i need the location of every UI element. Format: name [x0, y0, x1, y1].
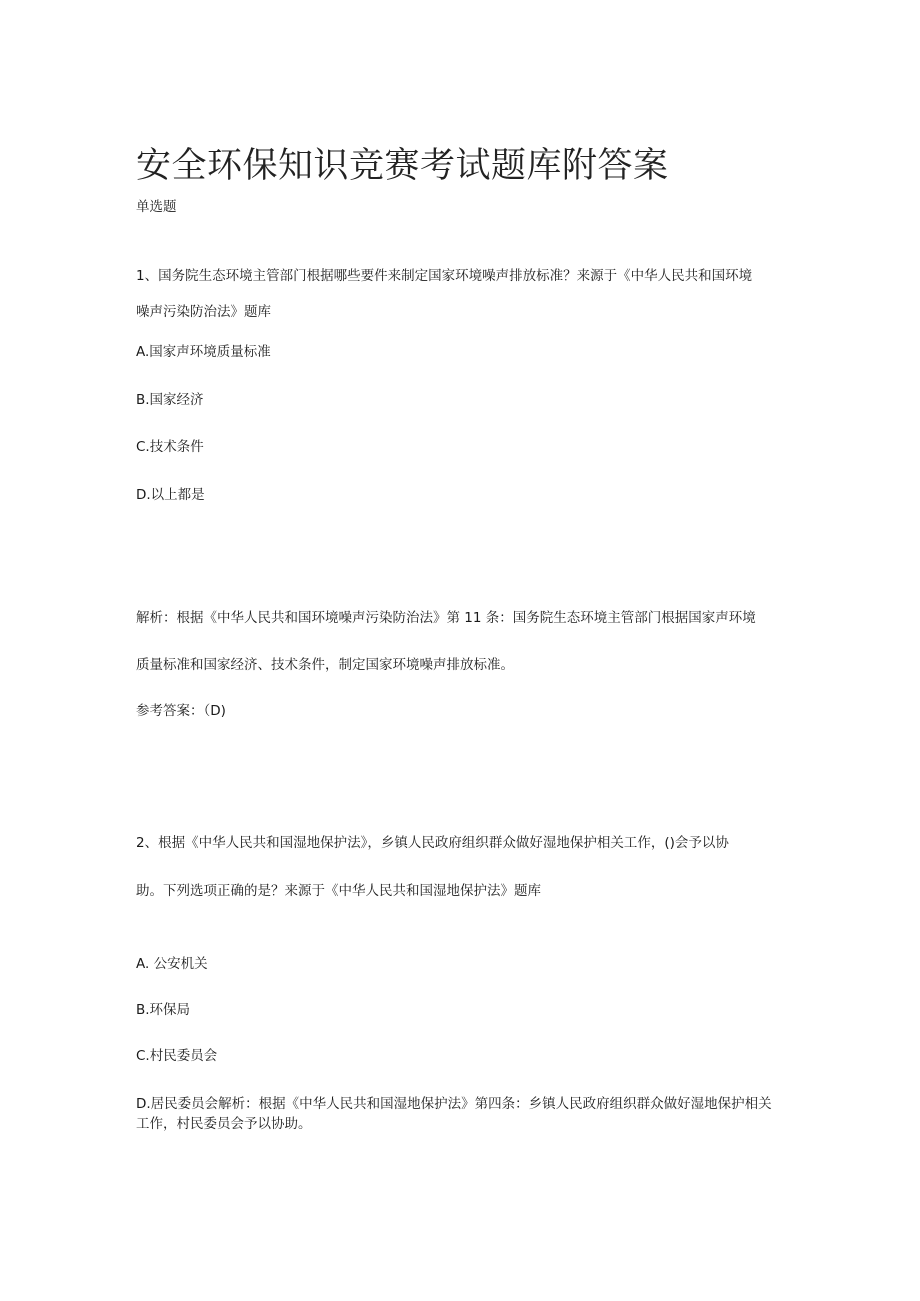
question-1-answer: 参考答案：（D) [136, 703, 226, 719]
question-2-option-b: B.环保局 [136, 1002, 191, 1018]
question-1-stem-line-2: 噪声污染防治法》题库 [136, 304, 271, 320]
question-1-analysis-line-1: 解析：根据《中华人民共和国环境噪声污染防治法》第 11 条：国务院生态环境主管部门根据国家声环境 [136, 610, 756, 626]
question-1-option-d: D.以上都是 [136, 487, 205, 503]
page-title: 安全环保知识竞赛考试题库附答案 [136, 146, 669, 187]
question-2-option-d-with-analysis: D.居民委员会解析：根据《中华人民共和国湿地保护法》第四条：乡镇人民政府组织群众做好湿地保护相关工作，村民委员会予以协助。 [136, 1096, 772, 1132]
section-label: 单选题 [136, 199, 177, 215]
question-2-stem-line-1: 2、根据《中华人民共和国湿地保护法》，乡镇人民政府组织群众做好湿地保护相关工作，()会予以协 [136, 835, 729, 851]
question-1-option-c: C.技术条件 [136, 439, 204, 455]
question-2-stem-line-2: 助。下列选项正确的是？来源于《中华人民共和国湿地保护法》题库 [136, 883, 541, 899]
question-1-option-a: A.国家声环境质量标准 [136, 344, 271, 360]
question-2-option-c: C.村民委员会 [136, 1048, 218, 1064]
question-2-option-a: A. 公安机关 [136, 956, 208, 972]
question-1-stem-line-1: 1、国务院生态环境主管部门根据哪些要件来制定国家环境噪声排放标准？来源于《中华人民共和国环境 [136, 268, 753, 284]
question-1-option-b: B.国家经济 [136, 392, 204, 408]
question-1-analysis-line-2: 质量标准和国家经济、技术条件，制定国家环境噪声排放标准。 [136, 657, 514, 673]
